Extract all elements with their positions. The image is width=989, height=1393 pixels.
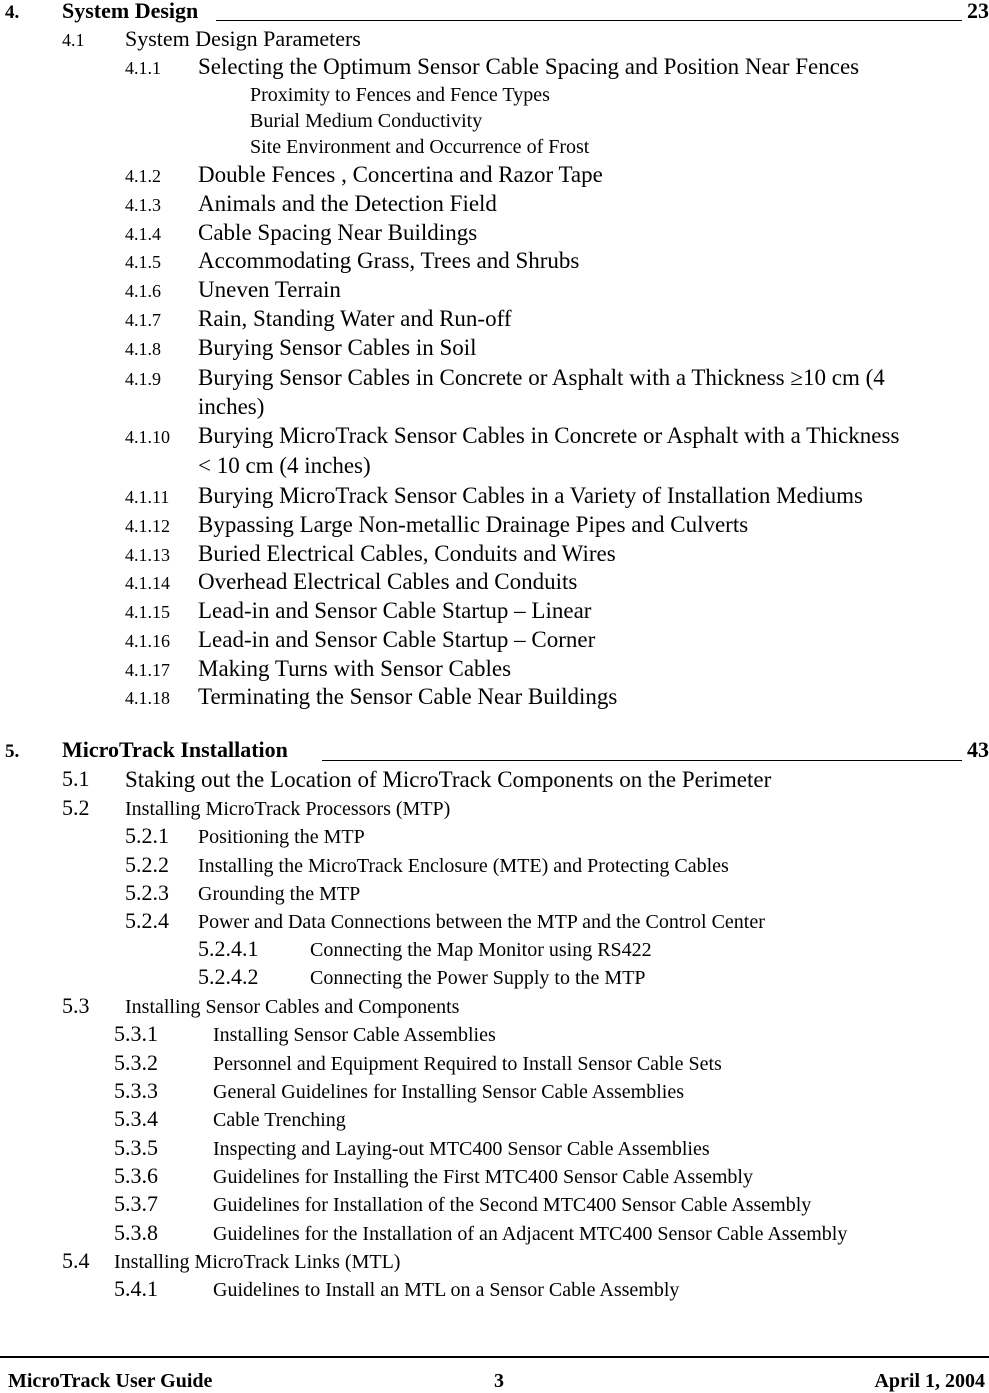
section-number: 5.3.1 — [114, 1021, 158, 1046]
section-number: 4.1.13 — [125, 545, 170, 565]
section-title: Guidelines for Installation of the Second MTC400 Sensor Cable Assembly — [213, 1194, 812, 1216]
footer-page-number: 3 — [494, 1370, 504, 1392]
section-number: 5.2.2 — [125, 852, 169, 877]
section-title: General Guidelines for Installing Sensor Cable Assemblies — [213, 1081, 685, 1103]
section-title: Guidelines to Install an MTL on a Sensor Cable Assembly — [213, 1279, 680, 1301]
chapter-number: 5. — [5, 741, 20, 762]
section-title: Installing MicroTrack Links (MTL) — [114, 1251, 401, 1273]
section-number: 4.1 — [62, 30, 85, 50]
section-title: Rain, Standing Water and Run-off — [198, 306, 512, 331]
section-title: Personnel and Equipment Required to Install Sensor Cable Sets — [213, 1053, 722, 1075]
section-number: 5.2.4.2 — [198, 964, 259, 989]
section-number: 5.2 — [62, 795, 90, 820]
section-title: Selecting the Optimum Sensor Cable Spacing and Position Near Fences — [198, 54, 860, 79]
section-title-continued: inches) — [198, 394, 265, 419]
section-number: 5.2.4 — [125, 908, 169, 933]
section-number: 4.1.7 — [125, 310, 161, 330]
section-title: Installing Sensor Cable Assemblies — [213, 1024, 496, 1046]
section-number: 5.3.2 — [114, 1050, 158, 1075]
section-number: 5.4 — [62, 1248, 90, 1273]
section-title: Power and Data Connections between the MTP and the Control Center — [198, 911, 765, 933]
section-number: 4.1.5 — [125, 252, 161, 272]
section-number: 5.1 — [62, 766, 90, 791]
section-title: Connecting the Power Supply to the MTP — [310, 967, 646, 989]
section-number: 4.1.11 — [125, 487, 170, 507]
section-title: Lead-in and Sensor Cable Startup – Corner — [198, 627, 596, 652]
section-number: 4.1.2 — [125, 166, 161, 186]
section-title: Installing the MicroTrack Enclosure (MTE) and Protecting Cables — [198, 855, 729, 877]
section-number: 5.3.3 — [114, 1078, 158, 1103]
section-number: 4.1.18 — [125, 688, 170, 708]
section-number: 5.2.3 — [125, 880, 169, 905]
chapter-number: 4. — [5, 2, 20, 23]
section-number: 5.2.1 — [125, 823, 169, 848]
section-title: Overhead Electrical Cables and Conduits — [198, 569, 578, 594]
section-number: 4.1.16 — [125, 631, 170, 651]
section-title: Staking out the Location of MicroTrack Components on the Perimeter — [125, 767, 772, 792]
section-title: Inspecting and Laying-out MTC400 Sensor Cable Assemblies — [213, 1138, 710, 1160]
section-number: 4.1.6 — [125, 281, 161, 301]
footer-document-title: MicroTrack User Guide — [8, 1370, 213, 1392]
section-title: Cable Trenching — [213, 1109, 346, 1131]
toc-chapter-5[interactable] — [0, 739, 989, 765]
section-title: Cable Spacing Near Buildings — [198, 220, 478, 245]
page-number: 43 — [967, 737, 989, 762]
section-number: 5.2.4.1 — [198, 936, 259, 961]
section-title: Animals and the Detection Field — [198, 191, 497, 216]
section-title: Accommodating Grass, Trees and Shrubs — [198, 248, 580, 273]
footer-rule — [0, 1356, 989, 1358]
section-number: 5.4.1 — [114, 1276, 158, 1301]
section-number: 4.1.4 — [125, 224, 161, 244]
section-title: Guidelines for Installing the First MTC400 Sensor Cable Assembly — [213, 1166, 753, 1188]
subitem-title: Proximity to Fences and Fence Types — [250, 84, 550, 106]
section-title: Guidelines for the Installation of an Adjacent MTC400 Sensor Cable Assembly — [213, 1223, 848, 1245]
section-title: Double Fences , Concertina and Razor Tape — [198, 162, 603, 187]
section-number: 4.1.10 — [125, 427, 170, 447]
section-title: Making Turns with Sensor Cables — [198, 656, 512, 681]
section-number: 5.3.8 — [114, 1220, 158, 1245]
section-number: 5.3.4 — [114, 1106, 158, 1131]
toc-chapter-4[interactable] — [0, 0, 989, 26]
section-number: 4.1.12 — [125, 516, 170, 536]
section-title: Burying MicroTrack Sensor Cables in a Variety of Installation Mediums — [198, 483, 864, 508]
section-number: 4.1.17 — [125, 660, 170, 680]
section-title: System Design Parameters — [125, 26, 361, 51]
section-title: Burying Sensor Cables in Concrete or Asphalt with a Thickness ≥10 cm (4 — [198, 365, 885, 390]
section-title: Positioning the MTP — [198, 826, 365, 848]
section-title: Buried Electrical Cables, Conduits and Wires — [198, 541, 616, 566]
section-number: 5.3.7 — [114, 1191, 158, 1216]
subitem-title: Site Environment and Occurrence of Frost — [250, 136, 590, 158]
section-number: 4.1.14 — [125, 573, 170, 593]
section-number: 5.3.6 — [114, 1163, 158, 1188]
section-title-continued: < 10 cm (4 inches) — [198, 453, 371, 478]
page-number: 23 — [967, 0, 989, 23]
section-number: 4.1.8 — [125, 339, 161, 359]
footer-date: April 1, 2004 — [874, 1370, 985, 1392]
section-title: Grounding the MTP — [198, 883, 361, 905]
section-number: 4.1.9 — [125, 369, 161, 389]
leader-line — [216, 20, 962, 21]
section-title: Burying MicroTrack Sensor Cables in Concrete or Asphalt with a Thickness — [198, 423, 900, 448]
section-number: 4.1.3 — [125, 195, 161, 215]
subitem-title: Burial Medium Conductivity — [250, 110, 483, 132]
section-title: Bypassing Large Non-metallic Drainage Pipes and Culverts — [198, 512, 749, 537]
section-title: Lead-in and Sensor Cable Startup – Linear — [198, 598, 592, 623]
section-number: 4.1.15 — [125, 602, 170, 622]
section-number: 5.3 — [62, 993, 90, 1018]
chapter-title: System Design — [62, 0, 199, 23]
chapter-title: MicroTrack Installation — [62, 737, 288, 762]
leader-line — [322, 760, 962, 761]
section-title: Uneven Terrain — [198, 277, 341, 302]
section-title: Burying Sensor Cables in Soil — [198, 335, 477, 360]
section-title: Connecting the Map Monitor using RS422 — [310, 939, 652, 961]
section-title: Terminating the Sensor Cable Near Buildings — [198, 684, 618, 709]
section-number: 5.3.5 — [114, 1135, 158, 1160]
section-number: 4.1.1 — [125, 58, 161, 78]
section-title: Installing MicroTrack Processors (MTP) — [125, 798, 451, 820]
section-title: Installing Sensor Cables and Components — [125, 996, 460, 1018]
